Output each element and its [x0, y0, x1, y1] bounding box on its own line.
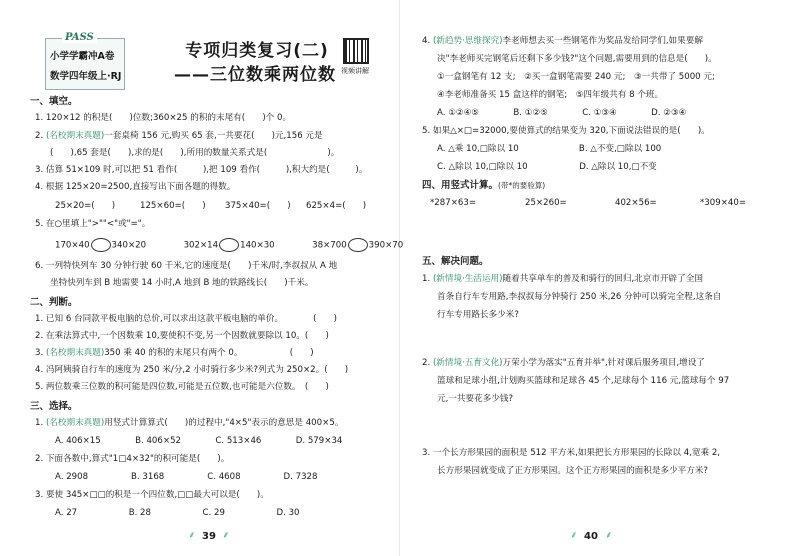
q3-4-line2: 决"李老师买完钢笔后还剩下多少钱?"这个问题,需要用到的信息是( )。	[437, 54, 717, 64]
p1: 1. (新情境·生活运用)随着共享单车的普及和骑行的回归,北京市开辟了全国	[422, 274, 703, 284]
q1-5: 5. 在○里填上">""<"或"="。	[35, 219, 151, 229]
q2-2: 2. 在乘法算式中,一个因数乘 10,要使积不变,另一个因数就要除以 10。( )	[35, 331, 329, 341]
q2-4: 4. 冯阿姨骑自行车的速度为 250 米/分,2 小时骑行多少米?列式为 250×2。( )	[35, 365, 349, 375]
q3-4-options: A. ①②④⑤ B. ①②⑤ C. ①③④ D. ②③④	[437, 108, 687, 118]
page-subtitle: ——三位数乘两位数	[174, 65, 336, 85]
p2-line2: 篮球和足球小组,计划购买篮球和足球各 45 个,足球每个 116 元,篮球每个 97	[437, 376, 730, 386]
section-solve: 五、解决问题。	[422, 256, 489, 267]
q2-1: 1. 已知 6 台同款平板电脑的总价,可以求出这款平板电脑的单价。 ( )	[35, 314, 338, 324]
q1-3: 3. 估算 51×109 时,可以把 51 看作( ),把 109 看作( ),积大约是( )。	[35, 165, 368, 175]
question-tag: (名校期末真题)	[45, 348, 105, 358]
p3: 3. 一个长方形果园的面积是 512 平方米,如果把长方形果园的长除以 4,宽乘 2,	[422, 448, 721, 458]
q3-1-options: A. 406×15 B. 406×52 C. 513×46 D. 579×34	[55, 436, 343, 446]
question-tag: (新情境·生活运用)	[432, 274, 503, 284]
section-judge: 二、判断。	[30, 297, 78, 308]
q3-1: 1. (名校期末真题)用竖式计算算式( )的过程中,"4×5"表示的意思是 400×5。	[35, 418, 344, 428]
p2-line3: 元,一共要花多少钱?	[437, 394, 514, 404]
q2-5: 5. 两位数乘三位数的积可能是四位数,可能是五位数,也可能是六位数。 ( )	[35, 382, 329, 392]
question-tag: (名校期末真题)	[45, 418, 105, 428]
q1-4a: 25×20=( )	[55, 201, 116, 211]
compare-circle[interactable]	[219, 238, 239, 252]
qr-code-icon[interactable]	[343, 38, 369, 64]
qr-label: 视频讲解	[341, 67, 369, 75]
pass-logo: PASS	[62, 32, 97, 43]
p3-line2: 长方形果园就变成了正方形果园。这个正方形果园的面积是多少平方米?	[437, 466, 708, 476]
question-tag: (新趋势·思维探究)	[432, 36, 503, 46]
q1-4b: 125×60=( )	[140, 201, 206, 211]
q3-2: 2. 下面各数中,算式"1□4×32"的积可能是( )。	[35, 454, 230, 464]
q3-4: 4. (新趋势·思维探究)李老师想去买一些钢笔作为奖品发给同学们,如果要解	[422, 36, 703, 46]
q3-4-line4: ④李老师准备买 15 盒这样的钢笔; ⑤四年级共有 8 个班。	[437, 90, 664, 100]
q1-2-line2: ( ),65 套是( ),求的是( ),所用的数量关系式是( )。	[50, 148, 340, 158]
grade-label: 数学四年级上·RJ	[50, 71, 122, 82]
leaf-icon: ⸙	[605, 530, 613, 541]
section-fill-blank: 一、填空。	[30, 96, 78, 107]
q1-6: 6. 一列特快列车 30 分钟行驶 60 千米,它的速度是( )千米/时,李叔叔从 A 地	[35, 261, 338, 271]
q3-3: 3. 要使 345×□□的积是一个四位数,□□最大可以是( )。	[35, 490, 269, 500]
calc-2: 25×260=	[525, 198, 567, 208]
calc-3: 402×56=	[615, 198, 657, 208]
q1-4d: 625×4=( )	[306, 201, 367, 211]
series-name: 小学学霸冲A卷	[50, 51, 115, 62]
q1-4c: 375×40=( )	[225, 201, 291, 211]
q3-2-options: A. 2908 B. 3168 C. 4608 D. 7328	[55, 472, 318, 482]
q3-5-options-2: C. △除以 10,□除以 10 D. △除以 10,□不变	[437, 162, 657, 172]
compare-circle[interactable]	[91, 238, 111, 252]
page-number: 39	[202, 531, 216, 542]
q1-1: 1. 120×12 的积是( )位数;360×25 的积的末尾有( )个 0。	[35, 113, 292, 123]
question-tag: (名校期末真题)	[45, 131, 105, 141]
q1-2: 2. (名校期末真题)一套桌椅 156 元,购买 65 套,一共要花( )元,156 元是	[35, 131, 323, 141]
p2: 2. (新情境·五育文化)万荣小学为落实"五育并举",针对课后服务项目,增设了	[422, 358, 705, 368]
leaf-icon: ⸙	[570, 530, 578, 541]
page-title: 专项归类复习(二)	[185, 41, 329, 61]
leaf-icon: ⸙	[222, 530, 230, 541]
q3-5: 5. 如果△×□=32000,要使算式的结果变为 320,下面说法错误的是( )。	[422, 126, 710, 136]
section-choose: 三、选择。	[30, 401, 78, 412]
q1-4: 4. 根据 125×20=2500,直接写出下面各题的得数。	[35, 182, 236, 192]
q3-3-options: A. 27 B. 28 C. 29 D. 30	[55, 508, 300, 518]
q3-5-options-1: A. △乘 10,□除以 10 B. △不变,□除以 100	[437, 144, 662, 154]
calc-4: *309×40=	[700, 198, 747, 208]
calc-1: *287×63=	[430, 198, 477, 208]
right-page	[400, 0, 800, 556]
question-tag: (新情境·五育文化)	[432, 358, 503, 368]
series-box	[45, 38, 125, 90]
compare-circle[interactable]	[348, 238, 368, 252]
q1-5-row: 170×40 340×20 302×14 140×30 38×700 390×70	[55, 238, 403, 252]
q1-6-line2: 坐特快列车到 B 地需要 14 小时,A 地到 B 地的铁路线长( )千米。	[50, 278, 314, 288]
q2-3: 3. (名校期末真题)350 乘 40 的积的末尾只有两个 0。 ( )	[35, 348, 314, 358]
section-vertical-calc: 四、用竖式计算。(带*的要验算)	[422, 180, 546, 191]
p1-line2: 首条自行车专用路,李叔叔每分钟骑行 250 米,26 分钟可以骑完全程,这条自	[437, 292, 722, 302]
q3-4-line3: ①一盒钢笔有 12 支; ②买一盒钢笔需要 240 元; ③一共带了 5000 元;	[437, 72, 715, 82]
page-number: 40	[584, 531, 598, 542]
leaf-icon: ⸙	[188, 530, 196, 541]
p1-line3: 行车专用路长多少米?	[437, 310, 519, 320]
